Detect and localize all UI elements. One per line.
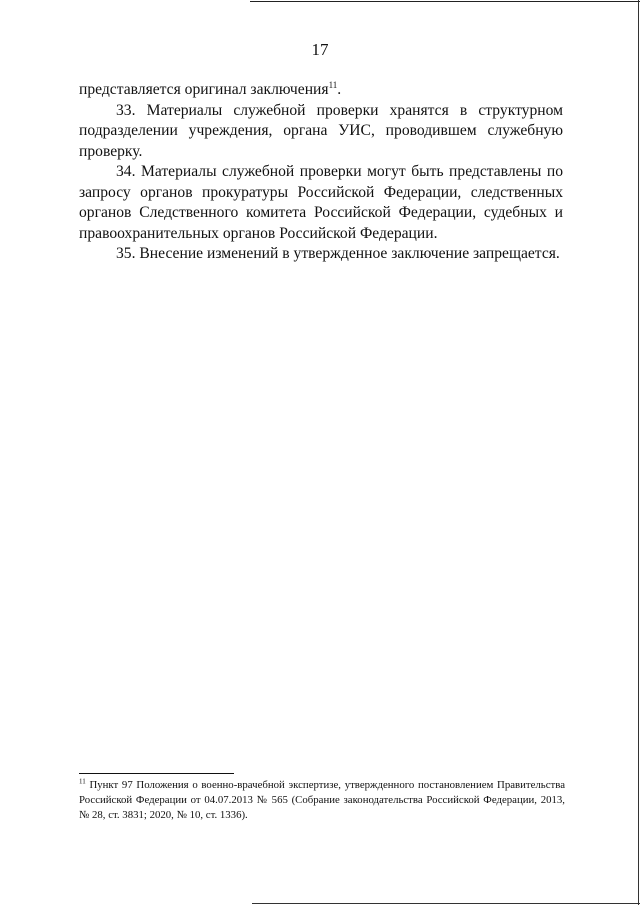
paragraph-suffix: . xyxy=(337,81,342,98)
footnote-reference: 11 xyxy=(328,79,338,90)
scan-edge-bottom xyxy=(252,903,640,904)
paragraph-33: 33. Материалы служебной проверки хранятся в структурном подразделении учреждения, органа УИС, проводившем служебную проверку. xyxy=(79,101,563,160)
footnote-divider xyxy=(79,773,234,774)
paragraph-continuation xyxy=(79,80,563,101)
paragraph-34: 34. Материалы служебной проверки могут быть представлены по запросу органов прокуратуры Российской Федерации, следственных органов Следственного комитета Российской Федерации, судебных и правоохранительных органов Российской Федерации. xyxy=(79,163,563,242)
footnote-text: Пункт 97 Положения о военно-врачебной экспертизе, утвержденного постановлением Правительства Российской Федерации от 04.07.2013 № 565 (Собрание законодательства Российской Федерации, 2013, № 28, ст. 3831; 2020, № 10, ст. 1336). xyxy=(79,779,565,821)
footnote xyxy=(79,778,565,823)
paragraph-text: представляется оригинал заключения xyxy=(79,81,329,98)
body-text xyxy=(79,80,563,265)
footnote-marker: 11 xyxy=(79,777,86,786)
paragraph-35: 35. Внесение изменений в утвержденное заключение запрещается. xyxy=(116,245,560,262)
page-number: 17 xyxy=(311,40,329,59)
scan-edge-right xyxy=(638,0,639,905)
scan-edge-top xyxy=(250,1,640,2)
